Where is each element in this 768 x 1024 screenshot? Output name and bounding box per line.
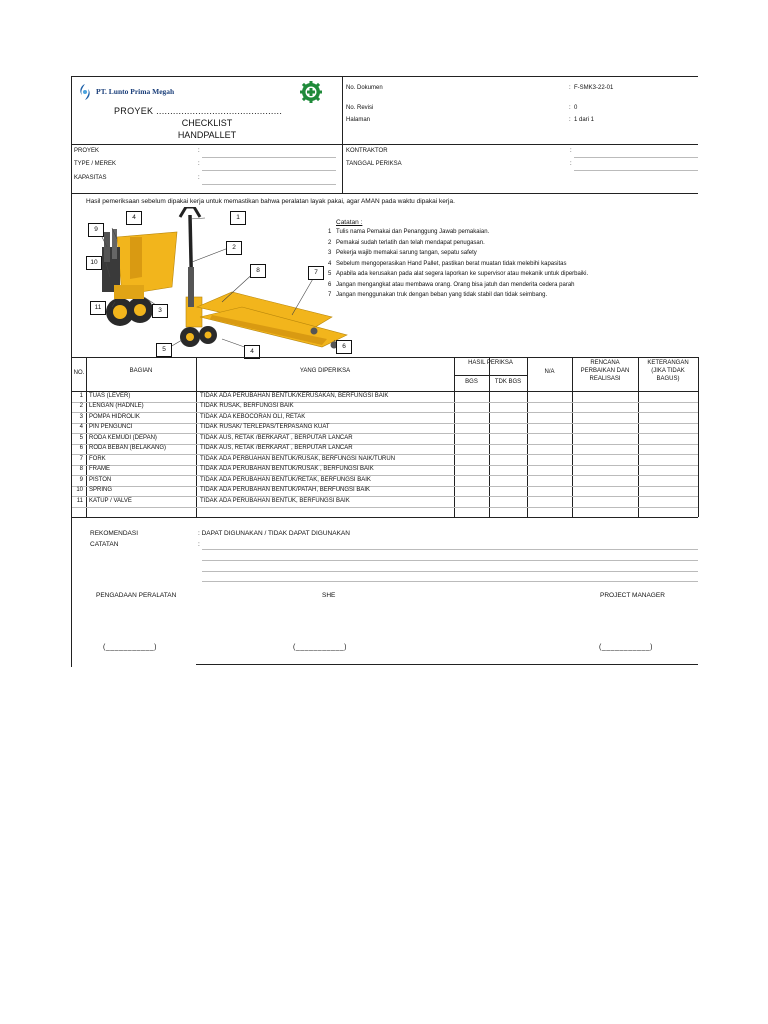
cell-na[interactable] [527,454,572,465]
cell-keterangan[interactable] [638,454,698,465]
cell-keterangan[interactable] [638,444,698,455]
signature-role-pm: PROJECT MANAGER [600,592,665,599]
doc-sep: : [569,117,571,123]
header-no: NO. [73,370,85,376]
cell-rencana[interactable] [572,486,638,497]
cell-rencana[interactable] [572,423,638,434]
doc-sep: : [569,105,571,111]
cell-na[interactable] [527,433,572,444]
row-part: TUAS (LEVER) [89,392,131,399]
header-diperiksa: YANG DIPERIKSA [299,368,351,374]
header-hasil: HASIL PERIKSA [468,360,513,366]
cell-na[interactable] [527,444,572,455]
row-number: 6 [79,445,83,451]
doc-value: F-SMK3-22-01 [574,85,614,91]
row-part: RODA KEMUDI (DEPAN) [89,434,157,441]
rekomendasi-label: REKOMENDASI [90,530,139,537]
cell-tdk-bgs[interactable] [489,486,527,497]
note-number: 4 [328,260,332,267]
row-check: TIDAK ADA PERUBAHAN BENTUK/RUSAK , BERFUNGSI BAIK [200,466,374,472]
note-text: Pemakai sudah terlatih dan telah mendapat penugasan. [336,239,485,246]
row-part: FRAME [89,466,110,472]
row-number: 9 [79,476,83,483]
info-field[interactable] [574,157,698,158]
row-check: TIDAK RUSAK, BERFUNGSI BAIK [200,403,294,409]
row-number: 7 [79,455,83,462]
row-number: 8 [79,466,83,472]
cell-bgs[interactable] [454,433,489,444]
row-check: TIDAK ADA PERUBAHAN BENTUK, BERFUNGSI BAIK [200,497,350,504]
row-part: KATUP / VALVE [89,497,132,504]
catatan-line-3[interactable] [202,571,698,572]
row-number: 10 [76,487,83,493]
cell-tdk-bgs[interactable] [489,444,527,455]
info-field[interactable] [202,157,336,158]
cell-rencana[interactable] [572,454,638,465]
note-number: 1 [328,229,332,235]
header-bgs: BGS [465,379,478,385]
cell-na[interactable] [527,423,572,434]
row-part: LENGAN (HADNLE) [89,403,144,409]
intro-text: Hasil pemeriksaan sebelum dipakai kerja untuk memastikan bahwa peralatan layak pakai, agar AMAN pada waktu dipakai kerja. [86,198,455,205]
cell-tdk-bgs[interactable] [489,496,527,507]
header-rencana: PERBAIKAN DAN [580,368,630,374]
cell-bgs[interactable] [454,465,489,476]
cell-keterangan[interactable] [638,402,698,413]
cell-tdk-bgs[interactable] [489,412,527,423]
info-sep: : [570,148,572,154]
callout-4-bottom: 4 [244,345,260,359]
callout-11: 11 [90,301,106,315]
cell-na[interactable] [527,402,572,413]
cell-na[interactable] [527,391,572,402]
cell-na[interactable] [527,475,572,486]
checklist-sheet [71,76,698,667]
cell-bgs[interactable] [454,391,489,402]
row-number: 2 [79,403,83,409]
signature-line-pm[interactable]: (___________) [599,644,653,651]
doc-sep: : [569,85,571,91]
cell-tdk-bgs[interactable] [489,391,527,402]
info-field[interactable] [202,184,336,185]
info-sep: : [198,148,200,154]
row-check: TIDAK RUSAK/ TERLEPAS/TERPASANG KUAT [200,424,330,430]
cell-keterangan[interactable] [638,433,698,444]
row-number: 5 [79,434,83,441]
cell-rencana[interactable] [572,496,638,507]
note-text: Sebelum mengoperasikan Hand Pallet, pastikan berat muatan tidak melebihi kapasitas [336,260,567,267]
doc-value: 1 dari 1 [574,117,595,123]
callout-7: 7 [308,266,324,280]
cell-tdk-bgs[interactable] [489,402,527,413]
cell-bgs[interactable] [454,486,489,497]
signature-role-procurement: PENGADAAN PERALATAN [96,592,177,599]
info-label: PROYEK [74,148,100,154]
cell-rencana[interactable] [572,402,638,413]
header-na: N/A [544,369,555,375]
cell-keterangan[interactable] [638,475,698,486]
info-label: KAPASITAS [74,175,107,181]
row-check: TIDAK ADA PERUBAHAN BENTUK/RETAK, BERFUNGSI BAIK [200,476,371,483]
catatan-label: CATATAN [90,541,119,548]
handpallet-diagram [82,207,352,359]
info-field[interactable] [202,170,336,171]
cell-bgs[interactable] [454,402,489,413]
doc-value: 0 [574,105,578,111]
row-check: TIDAK ADA PERUBAHAN BENTUK/KERUSAKAN, BERFUNGSI BAIK [200,392,389,399]
doc-label: Halaman [346,117,371,123]
cell-rencana[interactable] [572,465,638,476]
cell-bgs[interactable] [454,444,489,455]
cell-keterangan[interactable] [638,465,698,476]
cell-keterangan[interactable] [638,391,698,402]
signature-line-procurement[interactable]: (___________) [103,644,157,651]
callout-2: 2 [226,241,242,255]
cell-tdk-bgs[interactable] [489,465,527,476]
cell-na[interactable] [527,412,572,423]
cell-bgs[interactable] [454,496,489,507]
header-rencana: RENCANA [590,360,620,366]
cell-rencana[interactable] [572,444,638,455]
callout-5: 5 [156,343,172,357]
note-text: Tulis nama Pemakai dan Penanggung Jawab pemakaian. [336,229,490,235]
row-part: POMPA HIDROLIK [89,413,140,420]
callout-9: 9 [88,223,104,237]
row-number: 3 [79,413,83,420]
header-tdk-bgs: TDK BGS [494,379,522,385]
cell-tdk-bgs[interactable] [489,433,527,444]
cell-bgs[interactable] [454,475,489,486]
note-text: Pekerja wajib memakai sarung tangan, sepatu safety [336,250,477,256]
company-name: PT. Lunto Prima Megah [96,87,175,96]
info-label: TYPE / MEREK [74,161,117,167]
cell-keterangan[interactable] [638,412,698,423]
note-number: 5 [328,271,332,277]
info-sep: : [198,175,200,181]
info-sep: : [570,161,572,167]
signature-line-she[interactable]: (___________) [293,644,347,651]
cell-bgs[interactable] [454,454,489,465]
note-number: 2 [328,239,332,246]
cell-tdk-bgs[interactable] [489,475,527,486]
info-sep: : [198,161,200,167]
cell-rencana[interactable] [572,433,638,444]
cell-tdk-bgs[interactable] [489,423,527,434]
callout-6: 6 [336,340,352,354]
header-keterangan: (JIKA TIDAK [651,368,685,374]
info-label: TANGGAL PERIKSA [346,161,402,167]
row-check: TIDAK AUS, RETAK /BERKARAT , BERPUTAR LANCAR [200,434,353,441]
note-text: Apabila ada kerusakan pada alat segera laporkan ke supervisor atau mekanik untuk diperbaiki. [336,271,589,277]
header-rencana: REALISASI [589,376,621,382]
catatan-line-1[interactable] [202,549,698,550]
callout-10: 10 [86,256,102,270]
cell-keterangan[interactable] [638,423,698,434]
callout-3: 3 [152,304,168,318]
notes-title: Catatan : [336,219,363,226]
row-check: TIDAK ADA PERBUAHAN BENTUK/RUSAK, BERFUNGSI NAIK/TURUN [200,455,396,462]
row-number: 1 [79,392,83,399]
row-part: PISTON [89,476,112,483]
project-title-line: PROYEK ............................................. [114,106,283,116]
cell-na[interactable] [527,465,572,476]
callout-4-top: 4 [126,211,142,225]
note-text: Jangan mengangkat atau membawa orang. Orang bisa jatuh dan menderita cedera parah [336,281,575,288]
info-label: KONTRAKTOR [346,148,388,154]
note-number: 6 [328,281,332,288]
row-number: 11 [76,497,83,504]
note-text: Jangan menggunakan truk dengan beban yang tidak stabil dan tidak seimbang. [336,292,548,298]
cell-keterangan[interactable] [638,496,698,507]
row-number: 4 [79,424,83,430]
form-subtitle: HANDPALLET [177,130,237,140]
catatan-line-2[interactable] [202,560,698,561]
cell-bgs[interactable] [454,412,489,423]
signature-role-she: SHE [322,592,336,599]
row-part: PIN PENGUNCI [89,424,133,430]
cell-na[interactable] [527,486,572,497]
rekomendasi-value[interactable]: : DAPAT DIGUNAKAN / TIDAK DAPAT DIGUNAKAN [198,530,350,537]
catatan-line-4[interactable] [202,581,698,582]
row-check: TIDAK ADA PERUBAHAN BENTUK/PATAH, BERFUNGSI BAIK [200,487,371,493]
cell-rencana[interactable] [572,412,638,423]
cell-rencana[interactable] [572,391,638,402]
note-number: 3 [328,250,332,256]
info-field[interactable] [574,170,698,171]
note-number: 7 [328,292,332,298]
doc-label: No. Revisi [346,105,374,111]
callout-8: 8 [250,264,266,278]
company-logo-icon [76,83,94,101]
catatan-sep: : [198,541,200,548]
cell-bgs[interactable] [454,423,489,434]
row-part: SPRING [89,487,113,493]
row-part: FORK [89,455,106,462]
header-keterangan: KETERANGAN [647,360,689,366]
safety-gear-icon [300,81,322,103]
cell-tdk-bgs[interactable] [489,454,527,465]
callout-1: 1 [230,211,246,225]
row-check: TIDAK ADA KEBOCORAN OLI, RETAK [200,413,306,420]
row-check: TIDAK AUS, RETAK /BERKARAT , BERPUTAR LANCAR [200,445,353,451]
cell-rencana[interactable] [572,475,638,486]
form-title: CHECKLIST [181,118,233,128]
cell-keterangan[interactable] [638,486,698,497]
row-part: RODA BEBAN (BELAKANG) [89,445,167,451]
header-keterangan: BAGUS) [656,376,680,382]
doc-label: No. Dokumen [346,85,383,91]
header-bagian: BAGIAN [129,368,153,374]
cell-na[interactable] [527,496,572,507]
